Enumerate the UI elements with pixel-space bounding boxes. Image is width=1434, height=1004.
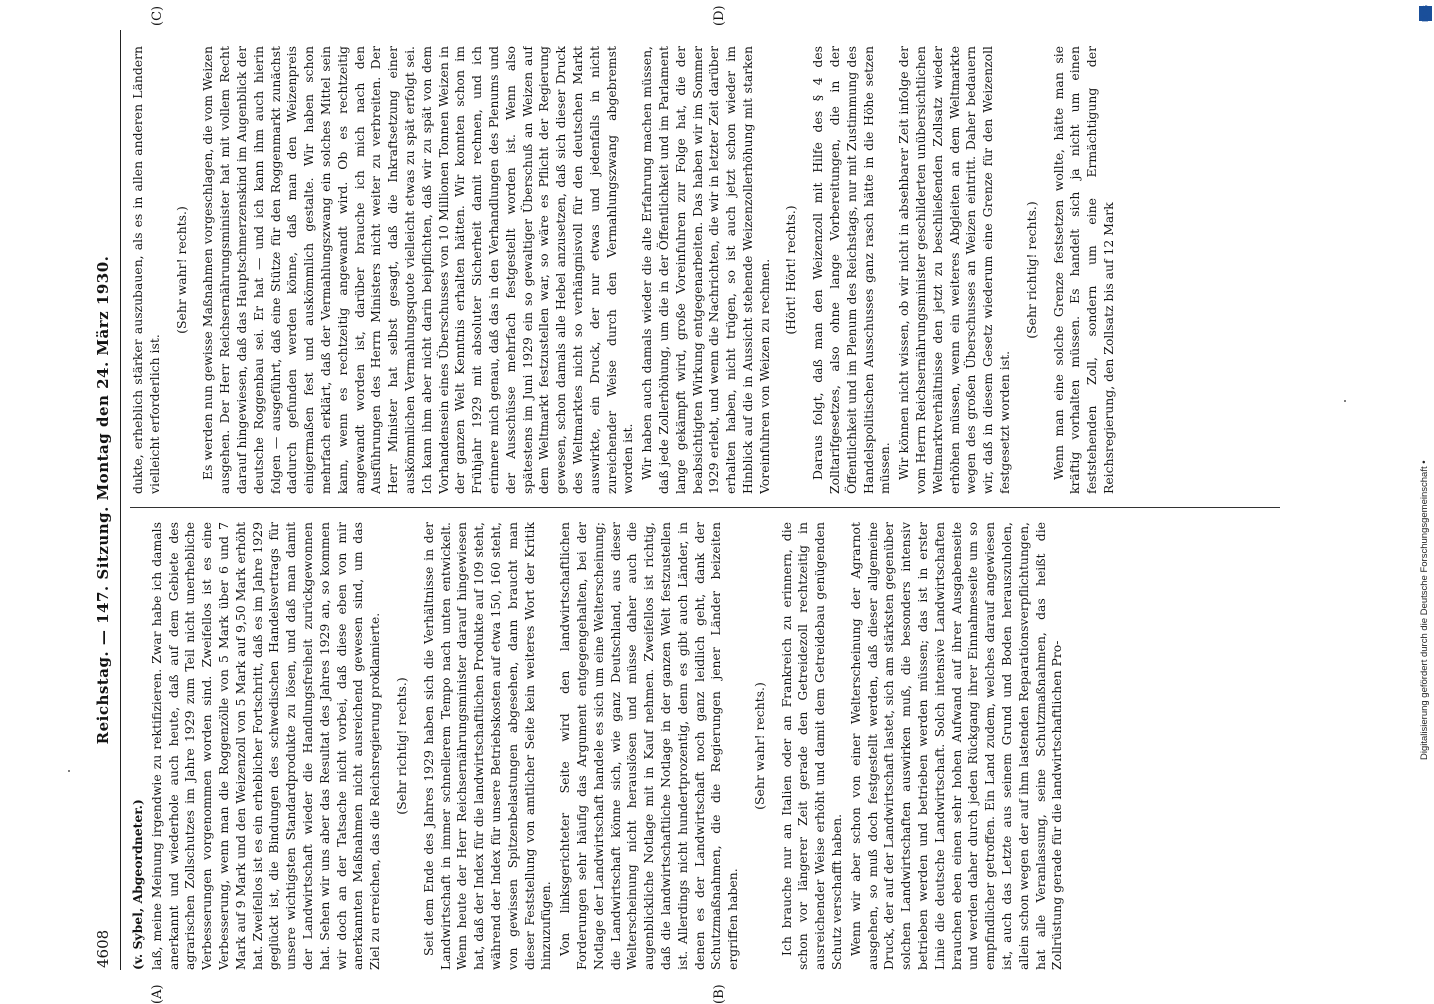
interjection: (Sehr richtig! rechts.)	[393, 677, 409, 815]
paragraph: dukte, erheblich stärker auszubauen, als es in allen anderen Ländern vielleicht erforderlich ist.	[130, 46, 162, 494]
page-header	[90, 30, 121, 970]
paragraph: Wenn man eine solche Grenze festsetzen wollte, hätte man sie kräftig vorhalten müssen. Es handelt sich ja nicht um einen feststehenden Zoll, sondern um eine Ermächtigung der Reichsregierung, den Zollsatz bis auf 12 Mark	[1050, 46, 1117, 494]
margin-marker-c: (C)	[150, 5, 165, 26]
paragraph: Wir können nicht wissen, ob wir nicht in absehbarer Zeit infolge der vom Herrn Reichsernährungsminister geschilderten unübersichtlichen Weltmarktverhältnisse den jetzt zu beschließenden Zollsatz wieder erhöhen müssen, wenn ein weiteres Abgleiten an dem Weltmarkte wegen des großen Überschusses an Weizen eintritt. Daher bedauern wir, daß in diesem Gesetz wiederum eine Grenze für den Weizenzoll festgesetzt worden ist.	[896, 46, 1013, 494]
margin-marker-b: (B)	[712, 984, 727, 1004]
page-number: 4608	[94, 929, 112, 968]
paragraph: Seit dem Ende des Jahres 1929 haben sich die Verhältnisse in der Landwirtschaft in immer schnellerem Tempo nach unten entwickelt. Wenn heute der Herr Reichsernährungsminister darauf hingewiesen hat, daß der Index für die landwirtschaftlichen Produkte auf 109 steht, während der Index für unsere Betriebskosten auf etwa 150, 160 steht, von gewissen Spitzenbelastungen abgesehen, dann braucht man dieser Feststellung von amtlicher Seite kein weiteres Wort der Kritik hinzuzufügen.	[420, 522, 554, 970]
paragraph: laß, meine Meinung irgendwie zu rektifizieren. Zwar habe ich damals anerkannt und wiederhole auch heute, daß auf dem Gebiete des agrarischen Zollschutzes im Jahre 1929 zum Teil nicht unerhebliche Verbesserungen vorgenommen worden sind. Zweifellos ist es eine Verbesserung, wenn man die Roggenzölle von 5 Mark über 6 und 7 Mark auf 9 Mark und den Weizenzoll von 5 Mark auf 9,50 Mark erhöht hat. Zweifellos ist es ein erheblicher Fortschritt, daß es im Jahre 1929 geglückt ist, die Bindungen des schwedischen Handelsvertrags für unsere wichtigsten Standardprodukte zu lösen, und daß man damit der Landwirtschaft wieder die Handlungsfreiheit zurückgewonnen hat. Sehen wir uns aber das Resultat des Jahres 1929 an, so kommen wir doch an der Tatsache nicht vorbei, daß diese eben von mir anerkannten Maßnahmen nicht ausreichend gewesen sind, um das Ziel zu erreichen, das die Reichsregierung proklamierte.	[148, 522, 383, 970]
interjection: (Sehr richtig! rechts.)	[1023, 201, 1039, 339]
margin-marker-a: (A)	[150, 984, 165, 1004]
right-column	[130, 46, 1300, 494]
paragraph: Von linksgerichteter Seite wird den landwirtschaftlichen Forderungen sehr häufig das Argument entgegengehalten, bei der Notlage der Landwirtschaft handele es sich um eine Welterscheinung; die Landwirtschaft könne sich, wie ganz Deutschland, aus dieser Welterscheinung nicht herauslösen und müsse daher auch die augenblickliche Notlage mit in Kauf nehmen. Zweifellos ist richtig, daß die landwirtschaftliche Notlage in der ganzen Welt festzustellen ist. Allerdings nicht hundertprozentig, denn es gibt auch Länder, in denen es der Landwirtschaft noch ganz leidlich geht, dank der Schutzmaßnahmen, die die Regierungen jener Länder beizeiten ergriffen haben.	[557, 522, 741, 970]
rotated-page-content	[90, 5, 1310, 1004]
margin-marker-d: (D)	[712, 5, 727, 26]
interjection: (Hört! Hört! rechts.)	[783, 205, 799, 335]
dfg-logo	[1419, 6, 1432, 42]
scan-speck	[68, 770, 70, 772]
left-column	[130, 522, 1300, 970]
column-divider	[130, 507, 1280, 508]
interjection: (Sehr wahr! rechts.)	[173, 206, 189, 334]
paragraph: Ich brauche nur an Italien oder an Frankreich zu erinnern, die schon vor längerer Zeit gerade den Getreidezoll rechtzeitig in ausreichender Weise erhöht und damit dem Getreidebau genügenden Schutz verschafft haben.	[778, 522, 845, 970]
paragraph: Wenn wir aber schon von einer Welterscheinung der Agrarnot ausgehen, so muß doch festgestellt werden, daß dieser allgemeine Druck, der auf der Landwirtschaft lastet, sich am stärksten gegenüber solchen Landwirtschaften auswirken muß, die besonders intensiv betrieben werden und betrieben werden müssen; das ist in erster Linie die deutsche Landwirtschaft. Solch intensive Landwirtschaften brauchen eben einen sehr hohen Aufwand auf ihrer Ausgabenseite und werden daher durch jeden Rückgang ihrer Einnahmeseite um so empfindlicher getroffen. Ein Land zudem, welches darauf angewiesen ist, auch das Letzte aus seinem Grund und Boden herauszuholen, allein schon wegen der auf ihm lastenden Reparationsverpflichtungen, hat alle Veranlassung, seine Schutzmaßnahmen, das heißt die Zollrüstung gerade für die landwirtschaftlichen Pro-	[847, 522, 1065, 970]
scan-speck	[1344, 400, 1346, 402]
paragraph: Daraus folgt, daß man den Weizenzoll mit Hilfe des § 4 des Zolltarifgesetzes, also ohne lange Vorbereitungen, die in der Öffentlichkeit und im Plenum des Reichstags, nur mit Zustimmung des Handelspolitischen Ausschusses ganz rasch hätte in die Höhe setzen müssen.	[810, 46, 893, 494]
page-title: Reichstag. — 147. Sitzung. Montag den 24. März 1930.	[94, 255, 112, 745]
paragraph: Wir haben auch damals wieder die alte Erfahrung machen müssen, daß jede Zollerhöhung, um die in der Öffentlichkeit und im Parlament lange gekämpft wird, große Voreinfuhren zur Folge hat, die der beabsichtigten Wirkung entgegenarbeiten. Das haben wir im Sommer 1929 erlebt, und wenn die Nachrichten, die wir in letzter Zeit darüber erhalten haben, nicht trügen, so ist auch jetzt schon wieder im Hinblick auf die in Aussicht stehende Weizenzollerhöhung mit starken Voreinfuhren von Weizen zu rechnen.	[639, 46, 772, 494]
interjection: (Sehr wahr! rechts.)	[751, 682, 767, 810]
dfg-logo-text: DFG	[1421, 5, 1430, 22]
digitization-credit: Digitalisierung gefördert durch die Deutsche Forschungsgemeinschaft •	[1419, 460, 1430, 760]
paragraph: Es werden nun gewisse Maßnahmen vorgeschlagen, die vom Weizen ausgehen. Der Herr Reichsernährungsminister hat mit vollem Recht darauf hingewiesen, daß das Hauptschmerzenskind im Augenblick der deutsche Roggenbau sei. Er hat — und ich kann ihm auch hierin folgen — ausgeführt, daß eine Stütze für den Roggenmarkt zunächst dadurch gefunden werden könne, daß man den Weizenpreis einigermaßen fest und auskömmlich gestalte. Wir haben schon mehrfach erklärt, daß der Vermahlungszwang ein solches Mittel sein kann, wenn es rechtzeitig angewandt wird. Ob es rechtzeitig angewandt worden ist, darüber brauche ich mich nach den Ausführungen des Herrn Ministers nicht weiter zu verbreiten. Der Herr Minister hat selbst gesagt, daß die Inkraftsetzung einer auskömmlichen Vermahlungsquote vielleicht etwas zu spät erfolgt sei. Ich kann ihm aber nicht darin beipflichten, daß wir zu spät von dem Vorhandensein eines Überschusses von 10 Millionen Tonnen Weizen in der ganzen Welt Kenntnis erhalten hätten. Wir konnten schon im Frühjahr 1929 mit absoluter Sicherheit damit rechnen, und ich erinnere mich genau, daß das in den Verhandlungen des Plenums und der Ausschüsse mehrfach festgestellt worden ist. Wenn also spätestens im Juni 1929 ein so gewaltiger Überschuß an Weizen auf dem Weltmarkt festzustellen war, so wäre es Pflicht der Regierung gewesen, schon damals alle Hebel anzusetzen, daß sich dieser Druck des Weltmarktes nicht so verhängnisvoll für den deutschen Markt auswirkte, ein Druck, der nur etwas und jedenfalls in nicht zureichender Weise durch den Vermahlungszwang abgebremst worden ist.	[200, 46, 636, 494]
speaker-label: (v. Sybel, Abgeordneter.)	[130, 799, 145, 970]
